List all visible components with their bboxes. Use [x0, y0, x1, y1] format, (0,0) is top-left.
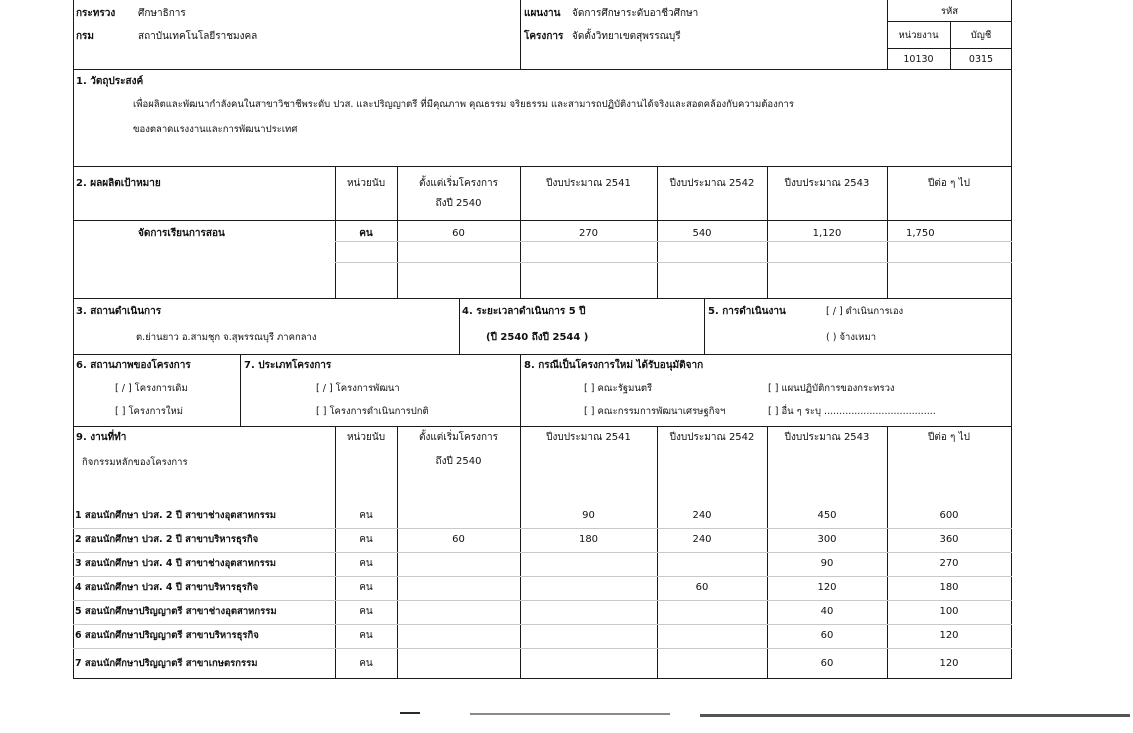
- form-bottom-border: [73, 678, 1012, 679]
- table-row-next: 120: [939, 658, 959, 669]
- work-col-next: ปีต่อ ๆ ไป: [928, 432, 970, 443]
- duration-value: (ปี 2540 ถึงปี 2544 ): [486, 332, 589, 343]
- plan-value: จัดการศึกษาระดับอาชีวศึกษา: [572, 8, 699, 19]
- output-col-2542: ปีงบประมาณ 2542: [669, 178, 755, 189]
- objective-title: 1. วัตถุประสงค์: [76, 76, 144, 87]
- table-row-next: 100: [939, 606, 959, 617]
- table-row-next: 180: [939, 582, 959, 593]
- work-col-2542: ปีงบประมาณ 2542: [669, 432, 755, 443]
- dept-label: กรม: [76, 31, 95, 42]
- table-row-next: 120: [939, 630, 959, 641]
- account-code: 0315: [968, 54, 994, 65]
- table-row-2543: 60: [820, 630, 834, 641]
- output-col-start-1: ตั้งแต่เริ่มโครงการ: [418, 178, 499, 189]
- plan-label: แผนงาน: [524, 8, 561, 19]
- table-row-label: 1 สอนนักศึกษา ปวส. 2 ปี สาขาช่างอุตสาหกรรม: [75, 510, 277, 521]
- code-title: รหัส: [940, 6, 959, 17]
- type-option-regular: [ ] โครงการดำเนินการปกติ: [316, 406, 429, 417]
- table-row-next: 270: [939, 558, 959, 569]
- operation-option-self: [ / ] ดำเนินการเอง: [826, 306, 904, 317]
- table-row-2543: 120: [817, 582, 837, 593]
- status-option-new: [ ] โครงการใหม่: [115, 406, 184, 417]
- table-row-2542: 240: [692, 534, 712, 545]
- approval-option-cabinet: [ ] คณะรัฐมนตรี: [584, 383, 653, 394]
- table-row-label: 5 สอนนักศึกษาปริญญาตรี สาขาช่างอุตสาหกรรม: [75, 606, 277, 617]
- output-col-start-2: ถึงปี 2540: [435, 198, 482, 209]
- table-row-unit: คน: [359, 658, 373, 669]
- table-row-label: 7 สอนนักศึกษาปริญญาตรี สาขาเกษตรกรรม: [75, 658, 258, 669]
- objective-line-2: ของตลาดแรงงานและการพัฒนาประเทศ: [133, 124, 298, 135]
- operation-option-contract: ( ) จ้างเหมา: [826, 332, 877, 343]
- operation-title: 5. การดำเนินงาน: [708, 306, 786, 317]
- output-col-2543: ปีงบประมาณ 2543: [784, 178, 870, 189]
- table-row-unit: คน: [359, 558, 373, 569]
- work-col-start-2: ถึงปี 2540: [435, 456, 482, 467]
- type-title: 7. ประเภทโครงการ: [244, 360, 332, 371]
- table-row-2543: 90: [820, 558, 834, 569]
- output-title: 2. ผลผลิตเป้าหมาย: [76, 178, 161, 189]
- output-row-start: 60: [452, 228, 465, 239]
- output-col-unit: หน่วยนับ: [346, 178, 386, 189]
- form-left-border: [73, 0, 74, 679]
- table-row-next: 360: [939, 534, 959, 545]
- approval-title: 8. กรณีเป็นโครงการใหม่ ได้รับอนุมัติจาก: [524, 360, 704, 371]
- output-row-next: 1,750: [906, 228, 935, 239]
- ministry-value: ศึกษาธิการ: [138, 8, 186, 19]
- output-row-unit: คน: [359, 228, 373, 239]
- work-col-start-1: ตั้งแต่เริ่มโครงการ: [418, 432, 499, 443]
- location-title: 3. สถานดำเนินการ: [76, 306, 162, 317]
- table-row-2541: 180: [578, 534, 599, 545]
- table-row-next: 600: [939, 510, 959, 521]
- table-row-label: 2 สอนนักศึกษา ปวส. 2 ปี สาขาบริหารธุรกิจ: [75, 534, 259, 545]
- type-option-development: [ / ] โครงการพัฒนา: [316, 383, 400, 394]
- output-col-next: ปีต่อ ๆ ไป: [928, 178, 970, 189]
- status-title: 6. สถานภาพของโครงการ: [76, 360, 191, 371]
- form-right-border: [1011, 0, 1012, 679]
- table-row-unit: คน: [359, 630, 373, 641]
- duration-title: 4. ระยะเวลาดำเนินการ 5 ปี: [462, 306, 586, 317]
- location-value: ต.ย่านยาว อ.สามชุก จ.สุพรรณบุรี ภาคกลาง: [136, 332, 317, 343]
- work-col-unit: หน่วยนับ: [346, 432, 386, 443]
- header-divider: [520, 0, 521, 69]
- project-value: จัดตั้งวิทยาเขตสุพรรณบุรี: [572, 31, 681, 42]
- output-row-2541: 270: [578, 228, 599, 239]
- table-row-unit: คน: [359, 582, 373, 593]
- table-row-label: 6 สอนนักศึกษาปริญญาตรี สาขาบริหารธุรกิจ: [75, 630, 259, 641]
- ministry-label: กระทรวง: [76, 8, 116, 19]
- output-row-label: จัดการเรียนการสอน: [138, 228, 225, 239]
- approval-option-ministry-plan: [ ] แผนปฏิบัติการของกระทรวง: [768, 383, 895, 394]
- unit-code: 10130: [903, 54, 934, 65]
- table-row-2542: 240: [692, 510, 712, 521]
- table-row-2543: 450: [817, 510, 837, 521]
- table-row-2541: 90: [582, 510, 595, 521]
- table-row-2543: 40: [820, 606, 834, 617]
- dept-value: สถาบันเทคโนโลยีราชมงคล: [138, 31, 258, 42]
- table-row-2543: 300: [817, 534, 837, 545]
- table-row-start: 60: [452, 534, 465, 545]
- work-col-2543: ปีงบประมาณ 2543: [784, 432, 870, 443]
- table-row-2543: 60: [820, 658, 834, 669]
- table-row-label: 4 สอนนักศึกษา ปวส. 4 ปี สาขาบริหารธุรกิจ: [75, 582, 259, 593]
- table-row-unit: คน: [359, 606, 373, 617]
- table-row-label: 3 สอนนักศึกษา ปวส. 4 ปี สาขาช่างอุตสาหกรรม: [75, 558, 277, 569]
- work-title: 9. งานที่ทำ: [76, 432, 127, 443]
- table-row-unit: คน: [359, 510, 373, 521]
- objective-line-1: เพื่อผลิตและพัฒนากำลังคนในสาขาวิชาชีพระดับ ปวส. และปริญญาตรี ที่มีคุณภาพ คุณธรรม จริยธรรม และสามารถปฏิบัติงานได้จริงและสอดคล้องกับความต้องการ: [133, 99, 794, 110]
- table-row-2542: 60: [695, 582, 709, 593]
- output-col-2541: ปีงบประมาณ 2541: [546, 178, 631, 189]
- output-row-2543: 1,120: [812, 228, 842, 239]
- project-label: โครงการ: [524, 31, 564, 42]
- work-subtitle: กิจกรรมหลักของโครงการ: [82, 457, 188, 468]
- approval-option-other: [ ] อื่น ๆ ระบุ .....................................: [768, 406, 936, 417]
- status-option-existing: [ / ] โครงการเดิม: [115, 383, 188, 394]
- scan-artifact: [400, 712, 420, 714]
- table-row-unit: คน: [359, 534, 373, 545]
- account-label: บัญชี: [970, 30, 992, 41]
- work-col-2541: ปีงบประมาณ 2541: [546, 432, 631, 443]
- unit-label: หน่วยงาน: [898, 30, 939, 41]
- output-row-2542: 540: [692, 228, 712, 239]
- approval-option-econ-board: [ ] คณะกรรมการพัฒนาเศรษฐกิจฯ: [584, 406, 726, 417]
